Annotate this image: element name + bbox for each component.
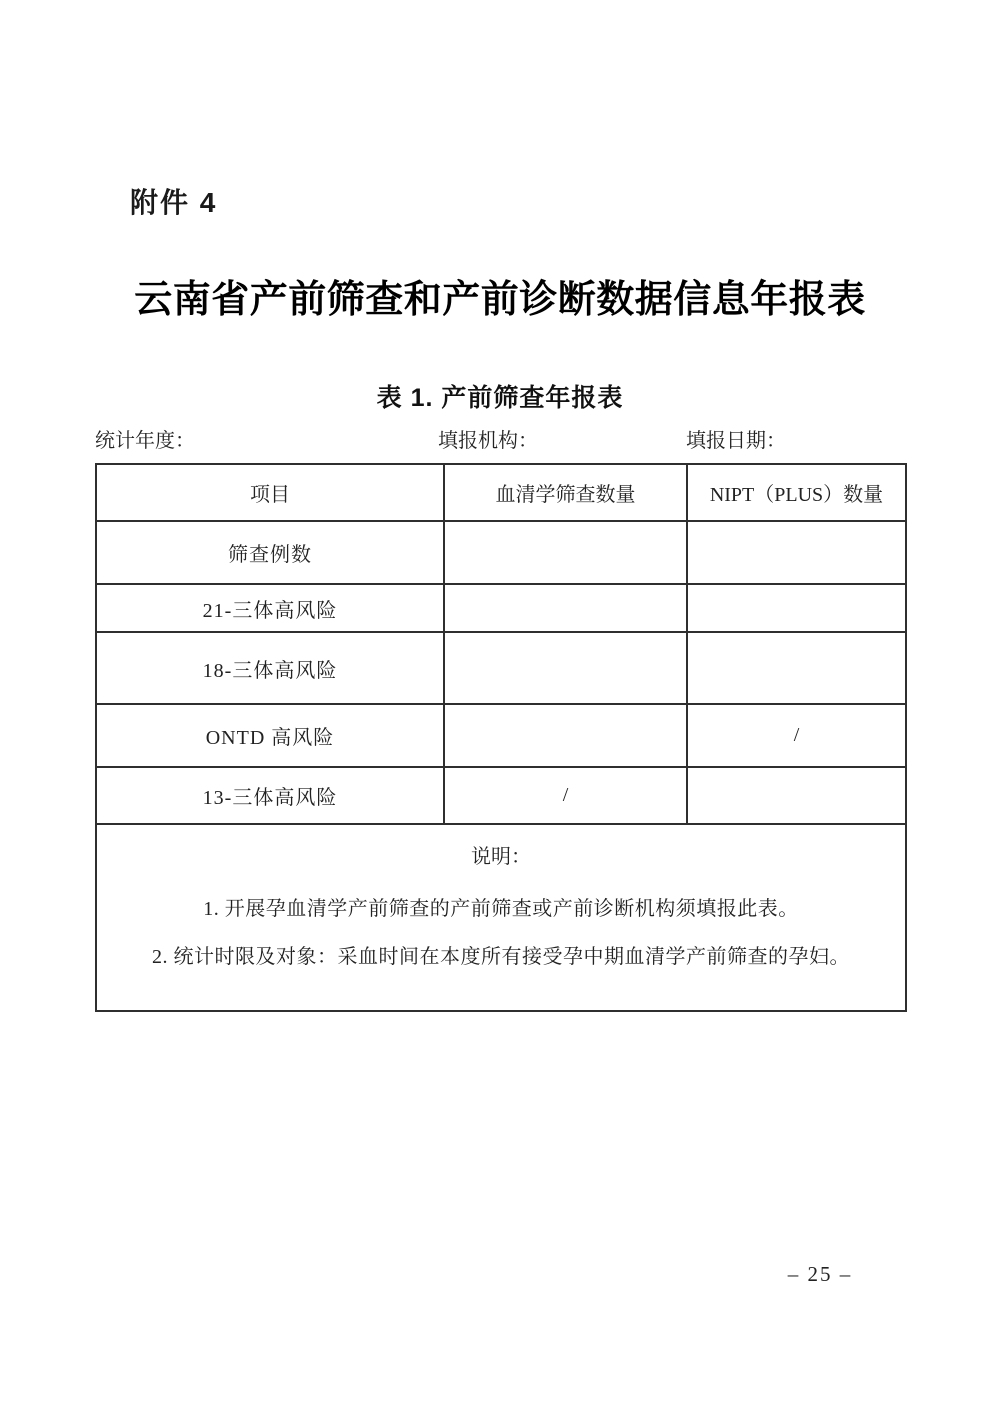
- col-header-serum: 血清学筛查数量: [444, 464, 687, 521]
- meta-row: [95, 424, 905, 454]
- serum-cell: [444, 584, 687, 632]
- page-number: – 25 –: [787, 1262, 853, 1286]
- nipt-cell: [687, 632, 906, 704]
- row-label: 13-三体高风险: [96, 767, 444, 824]
- col-header-nipt: NIPT（PLUS）数量: [687, 464, 906, 521]
- table-row: [96, 521, 906, 584]
- document-title: 云南省产前筛查和产前诊断数据信息年报表: [134, 279, 866, 321]
- notes-box: [96, 824, 906, 1011]
- attachment-label: 附件 4: [130, 187, 218, 218]
- note-item-1: 1. 开展孕血清学产前筛查的产前筛查或产前诊断机构须填报此表。: [203, 897, 799, 920]
- note-item-2: 2. 统计时限及对象：采血时间在本度所有接受孕中期血清学产前筛查的孕妇。: [152, 945, 850, 968]
- table-header-row: [96, 464, 906, 521]
- nipt-cell: [687, 767, 906, 824]
- col-header-item: 项目: [96, 464, 444, 521]
- serum-cell: /: [444, 767, 687, 824]
- reporting-date-label: 填报日期：: [686, 430, 786, 452]
- notes-row: [96, 824, 906, 1011]
- row-label: 21-三体高风险: [96, 584, 444, 632]
- stat-year-label: 统计年度：: [95, 430, 195, 452]
- table-caption: 表 1. 产前筛查年报表: [376, 384, 624, 412]
- nipt-cell: [687, 584, 906, 632]
- reporting-org-label: 填报机构：: [438, 430, 538, 452]
- nipt-cell: /: [687, 704, 906, 767]
- serum-cell: [444, 704, 687, 767]
- row-label: 18-三体高风险: [96, 632, 444, 704]
- notes-title: 说明：: [471, 845, 531, 868]
- table-row: [96, 632, 906, 704]
- report-table: [95, 463, 907, 1012]
- table-row: [96, 704, 906, 767]
- serum-cell: [444, 521, 687, 584]
- nipt-cell: [687, 521, 906, 584]
- table-row: [96, 767, 906, 824]
- report-table-wrap: [95, 463, 905, 1012]
- row-label: ONTD 高风险: [96, 704, 444, 767]
- row-label: 筛查例数: [96, 521, 444, 584]
- serum-cell: [444, 632, 687, 704]
- table-row: [96, 584, 906, 632]
